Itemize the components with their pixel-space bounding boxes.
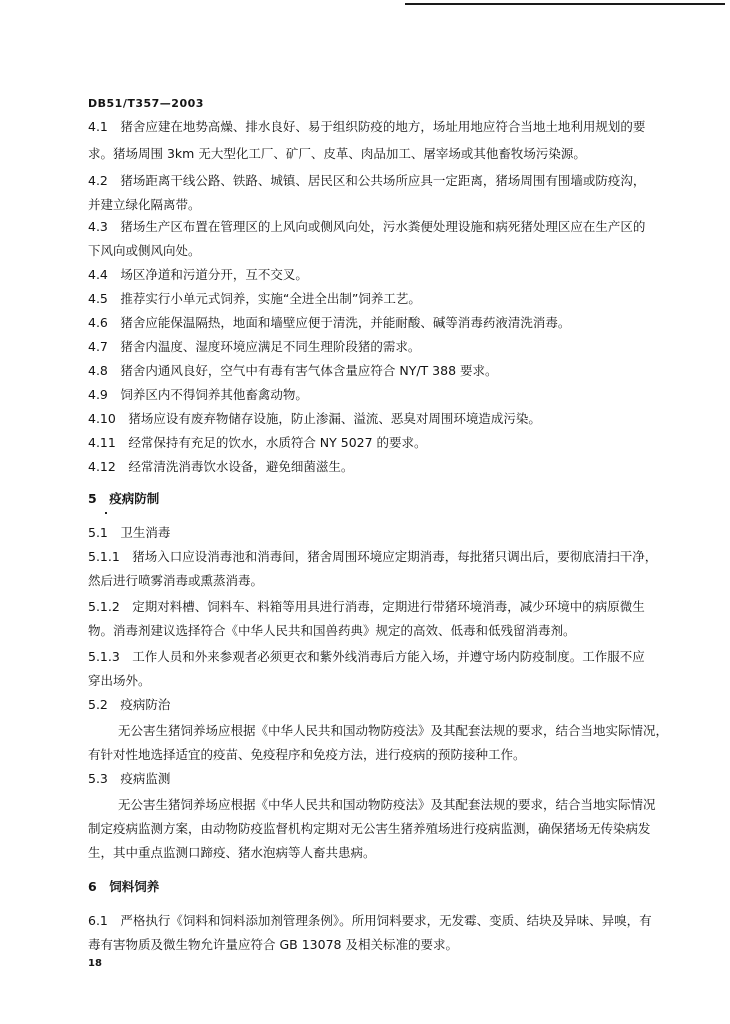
header-rule [405, 3, 725, 5]
clause-4-1-line-2: 求。猪场周围 3km 无大型化工厂、矿厂、皮革、肉品加工、屠宰场或其他畜牧场污染源。 [88, 146, 586, 161]
clause-5-1-heading: 5.1 卫生消毒 [88, 525, 171, 540]
clause-6-1-line-2: 毒有害物质及微生物允许量应符合 GB 13078 及相关标准的要求。 [88, 937, 458, 952]
clause-6-1-line-1: 6.1 严格执行《饲料和饲料添加剂管理条例》。所用饲料要求，无发霉、变质、结块及异味、异嗅，有 [88, 913, 652, 928]
clause-4-8: 4.8 猪舍内通风良好，空气中有毒有害气体含量应符合 NY/T 388 要求。 [88, 363, 498, 378]
clause-5-2-para-line-1: 无公害生猪饲养场应根据《中华人民共和国动物防疫法》及其配套法规的要求，结合当地实际情况， [118, 723, 669, 738]
clause-5-2-heading: 5.2 疫病防治 [88, 697, 171, 712]
clause-4-3-line-1: 4.3 猪场生产区布置在管理区的上风向或侧风向处，污水粪便处理设施和病死猪处理区应在生产区的 [88, 219, 646, 234]
page-number: 18 [88, 958, 102, 969]
clause-5-2-para-line-2: 有针对性地选择适宜的疫苗、免疫程序和免疫方法，进行疫病的预防接种工作。 [88, 747, 526, 762]
stray-dot [105, 512, 107, 514]
clause-4-1-line-1: 4.1 猪舍应建在地势高燥、排水良好、易于组织防疫的地方，场址用地应符合当地土地利用规划的要 [88, 119, 646, 134]
clause-4-9: 4.9 饲养区内不得饲养其他畜禽动物。 [88, 387, 308, 402]
clause-5-1-1-line-1: 5.1.1 猪场入口应设消毒池和消毒间，猪舍周围环境应定期消毒，每批猪只调出后，要彻底清扫干净， [88, 549, 658, 564]
clause-5-1-2-line-1: 5.1.2 定期对料槽、饲料车、料箱等用具进行消毒，定期进行带猪环境消毒，减少环境中的病原微生 [88, 599, 645, 614]
section-6-heading: 6 饲料饲养 [88, 879, 160, 894]
clause-5-3-para-line-2: 制定疫病监测方案，由动物防疫监督机构定期对无公害生猪养殖场进行疫病监测，确保猪场无传染病发 [88, 821, 651, 836]
clause-4-11: 4.11 经常保持有充足的饮水，水质符合 NY 5027 的要求。 [88, 435, 427, 450]
clause-5-1-1-line-2: 然后进行喷雾消毒或熏蒸消毒。 [88, 573, 264, 588]
clause-4-7: 4.7 猪舍内温度、湿度环境应满足不同生理阶段猪的需求。 [88, 339, 421, 354]
clause-5-1-2-line-2: 物。消毒剂建议选择符合《中华人民共和国兽药典》规定的高效、低毒和低残留消毒剂。 [88, 623, 576, 638]
clause-4-12: 4.12 经常清洗消毒饮水设备，避免细菌滋生。 [88, 459, 354, 474]
clause-4-5: 4.5 推荐实行小单元式饲养，实施“全进全出制”饲养工艺。 [88, 291, 421, 306]
clause-4-6: 4.6 猪舍应能保温隔热，地面和墙壁应便于清洗，并能耐酸、碱等消毒药液清洗消毒。 [88, 315, 571, 330]
clause-5-3-heading: 5.3 疫病监测 [88, 771, 171, 786]
clause-4-4: 4.4 场区净道和污道分开，互不交叉。 [88, 267, 308, 282]
clause-4-10: 4.10 猪场应设有废弃物储存设施，防止渗漏、溢流、恶臭对周围环境造成污染。 [88, 411, 541, 426]
clause-5-3-para-line-3: 生，其中重点监测口蹄疫、猪水泡病等人畜共患病。 [88, 845, 376, 860]
document-code: DB51/T357—2003 [88, 97, 204, 110]
clause-4-3-line-2: 下风向或侧风向处。 [88, 243, 201, 258]
clause-5-3-para-line-1: 无公害生猪饲养场应根据《中华人民共和国动物防疫法》及其配套法规的要求，结合当地实际情况 [118, 797, 656, 812]
section-5-heading: 5 疫病防制 [88, 491, 160, 506]
clause-4-2-line-2: 并建立绿化隔离带。 [88, 197, 201, 212]
clause-5-1-3-line-2: 穿出场外。 [88, 673, 151, 688]
clause-4-2-line-1: 4.2 猪场距离干线公路、铁路、城镇、居民区和公共场所应具一定距离，猪场周围有围墙或防疫沟， [88, 173, 646, 188]
clause-5-1-3-line-1: 5.1.3 工作人员和外来参观者必须更衣和紫外线消毒后方能入场，并遵守场内防疫制度。工作服不应 [88, 649, 645, 664]
